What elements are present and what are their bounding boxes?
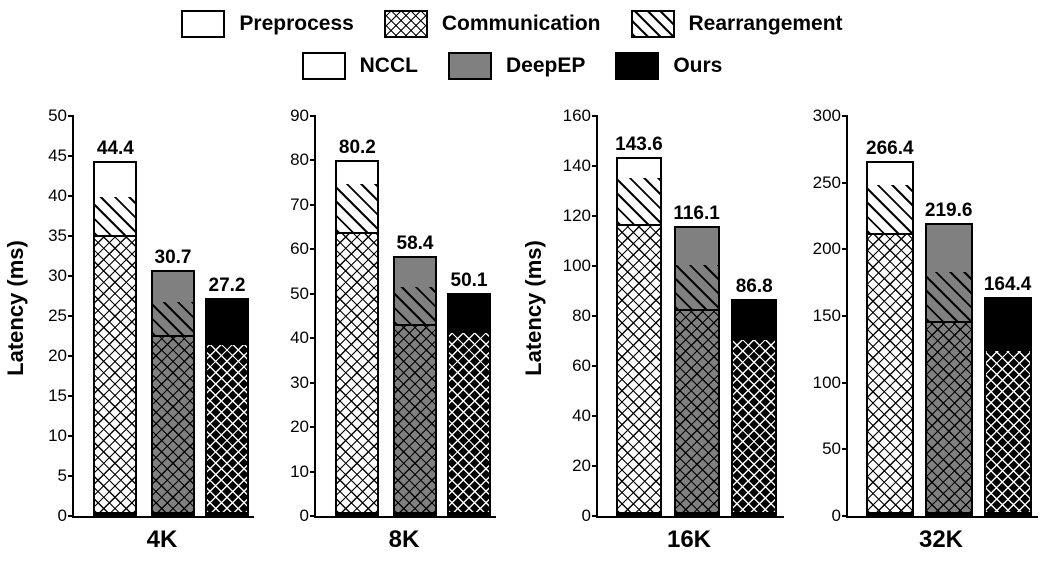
legend-swatch-cross-icon <box>384 10 428 38</box>
bar-segment-communication <box>337 234 377 514</box>
legend-label: Rearrangement <box>688 12 843 35</box>
y-tick-label: 25 <box>48 306 67 325</box>
bar-segment-communication <box>449 333 489 514</box>
chart-panel-8K <box>268 108 518 580</box>
x-axis-category-label: 8K <box>388 526 420 553</box>
bar-group <box>74 116 254 516</box>
bar-segment-rearrangement <box>395 287 435 326</box>
y-tick-label: 160 <box>562 106 591 125</box>
bar-segment-communication <box>153 337 193 514</box>
bar-segment-preprocess <box>676 228 718 265</box>
y-tick-label: 0 <box>299 506 309 525</box>
y-tick-label: 150 <box>812 306 841 325</box>
y-tick-label: 70 <box>290 194 309 214</box>
bar-32K-ours <box>983 273 1032 516</box>
y-tick-label: 50 <box>48 106 67 125</box>
y-tick-label: 45 <box>48 146 67 165</box>
plot-area-4K <box>48 106 254 525</box>
y-tick-label: 0 <box>581 506 591 525</box>
legend-swatch-plain-icon <box>302 52 346 80</box>
bar-value-label: 143.6 <box>615 134 663 155</box>
bar-value-label: 58.4 <box>396 233 434 255</box>
y-tick-label: 100 <box>562 256 591 275</box>
legend-swatch-black-icon <box>615 52 659 80</box>
bar-4K-nccl <box>93 137 137 516</box>
bar-16K-deepep <box>673 202 720 516</box>
bar-value-label: 164.4 <box>983 273 1032 295</box>
legend-label: Ours <box>673 54 723 77</box>
y-tick-label: 0 <box>831 506 841 525</box>
chart-legend <box>0 10 1054 80</box>
chart-panels <box>0 108 1054 580</box>
y-tick-label: 140 <box>562 156 591 175</box>
bar-segment-preprocess <box>95 163 135 197</box>
y-tick-label: 20 <box>48 346 67 365</box>
bar-segment-preprocess <box>927 225 971 272</box>
y-tick-label: 35 <box>48 226 67 245</box>
legend-item-preprocess <box>181 10 383 38</box>
bar-32K-nccl <box>866 137 914 516</box>
legend-item-rearrangement <box>631 10 873 38</box>
bar-8K-ours <box>447 270 491 516</box>
legend-label: Communication <box>441 12 601 35</box>
bar-segment-communication <box>733 340 775 514</box>
bar-segment-preprocess <box>395 258 435 287</box>
y-tick-label: 40 <box>290 328 309 348</box>
bar-16K-nccl <box>615 134 663 516</box>
bar-segment-rearrangement <box>207 300 247 345</box>
bar-segment-communication <box>868 235 912 514</box>
bar-segment-communication <box>927 323 971 514</box>
y-tick-label: 80 <box>290 150 309 170</box>
y-tick-label: 5 <box>57 466 67 485</box>
bar-segment-rearrangement <box>95 197 135 237</box>
legend-label: Preprocess <box>239 12 354 35</box>
y-axis-label <box>2 108 30 508</box>
y-tick-label: 20 <box>572 456 591 475</box>
bar-group <box>316 116 496 516</box>
bar-segment-rearrangement <box>927 272 971 323</box>
y-tick-label: 60 <box>290 239 309 259</box>
chart-panel-32K <box>800 108 1054 580</box>
bar-group <box>598 116 784 516</box>
x-axis-category-label: 16K <box>666 526 712 553</box>
y-tick-label: 80 <box>572 306 591 325</box>
legend-label: DeepEP <box>505 54 586 77</box>
bar-value-label: 30.7 <box>154 247 192 269</box>
y-tick-label: 40 <box>48 186 67 205</box>
y-tick-label: 200 <box>812 239 841 259</box>
chart-panel-4K <box>0 108 268 580</box>
y-tick-label: 100 <box>812 372 841 392</box>
bar-value-label: 86.8 <box>735 276 773 297</box>
y-axis-label-text: Latency (ms) <box>3 240 28 376</box>
legend-row-components <box>181 10 872 38</box>
y-axis-label <box>520 108 548 508</box>
y-tick-label: 250 <box>812 172 841 192</box>
plot-area-32K <box>812 106 1038 525</box>
y-axis-label-text: Latency (ms) <box>521 240 546 376</box>
bar-segment-communication <box>207 345 247 514</box>
bar-segment-rearrangement <box>733 301 775 340</box>
bar-segment-rearrangement <box>986 299 1030 351</box>
plot-area-16K <box>562 106 784 525</box>
x-axis-category-label: 32K <box>918 526 964 553</box>
y-tick-label: 10 <box>290 461 309 481</box>
bar-32K-deepep <box>924 200 973 516</box>
legend-swatch-plain-icon <box>181 10 225 38</box>
legend-item-ours <box>615 52 752 80</box>
bar-4K-deepep <box>151 247 195 516</box>
bar-8K-nccl <box>335 136 379 516</box>
bar-value-label: 44.4 <box>96 137 134 159</box>
chart-panel-16K <box>518 108 800 580</box>
plot-area-8K <box>290 106 496 525</box>
bar-group <box>848 116 1038 516</box>
bar-segment-rearrangement <box>868 185 912 234</box>
bar-value-label: 219.6 <box>924 200 973 222</box>
y-tick-label: 30 <box>48 266 67 285</box>
bar-segment-rearrangement <box>337 184 377 233</box>
bar-segment-rearrangement <box>153 302 193 337</box>
bar-8K-deepep <box>393 233 437 516</box>
y-tick-label: 20 <box>290 417 309 437</box>
bar-segment-preprocess <box>153 272 193 301</box>
legend-item-communication <box>384 10 631 38</box>
bar-segment-communication <box>986 351 1030 514</box>
legend-swatch-grey-icon <box>448 52 492 80</box>
bar-value-label: 80.2 <box>338 136 376 158</box>
x-axis-category-label: 4K <box>146 526 178 553</box>
bar-segment-preprocess <box>337 162 377 185</box>
bar-segment-preprocess <box>868 163 912 185</box>
bar-value-label: 116.1 <box>673 202 720 224</box>
y-tick-label: 60 <box>572 356 591 375</box>
bar-segment-rearrangement <box>676 265 718 311</box>
legend-item-nccl <box>302 52 448 80</box>
y-tick-label: 30 <box>290 372 309 392</box>
bar-4K-ours <box>205 275 249 516</box>
bar-segment-preprocess <box>618 159 660 178</box>
bar-16K-ours <box>731 276 777 516</box>
bar-segment-communication <box>618 226 660 514</box>
y-tick-label: 10 <box>48 426 67 445</box>
legend-row-systems <box>302 52 753 80</box>
y-tick-label: 40 <box>572 406 591 425</box>
y-tick-label: 50 <box>822 439 841 459</box>
bar-segment-communication <box>395 326 435 514</box>
y-tick-label: 50 <box>290 283 309 303</box>
legend-label: NCCL <box>359 54 418 77</box>
y-tick-label: 90 <box>290 106 309 125</box>
bar-value-label: 50.1 <box>450 270 488 292</box>
y-tick-label: 120 <box>562 206 591 225</box>
bar-value-label: 27.2 <box>208 275 246 297</box>
bar-value-label: 266.4 <box>866 137 914 159</box>
bar-segment-rearrangement <box>449 295 489 333</box>
legend-item-deepep <box>448 52 615 80</box>
y-tick-label: 300 <box>812 106 841 125</box>
legend-swatch-diag-icon <box>631 10 675 38</box>
bar-segment-rearrangement <box>618 178 660 226</box>
bar-segment-communication <box>676 311 718 514</box>
y-tick-label: 0 <box>57 506 67 525</box>
y-tick-label: 15 <box>48 386 67 405</box>
bar-segment-communication <box>95 237 135 514</box>
